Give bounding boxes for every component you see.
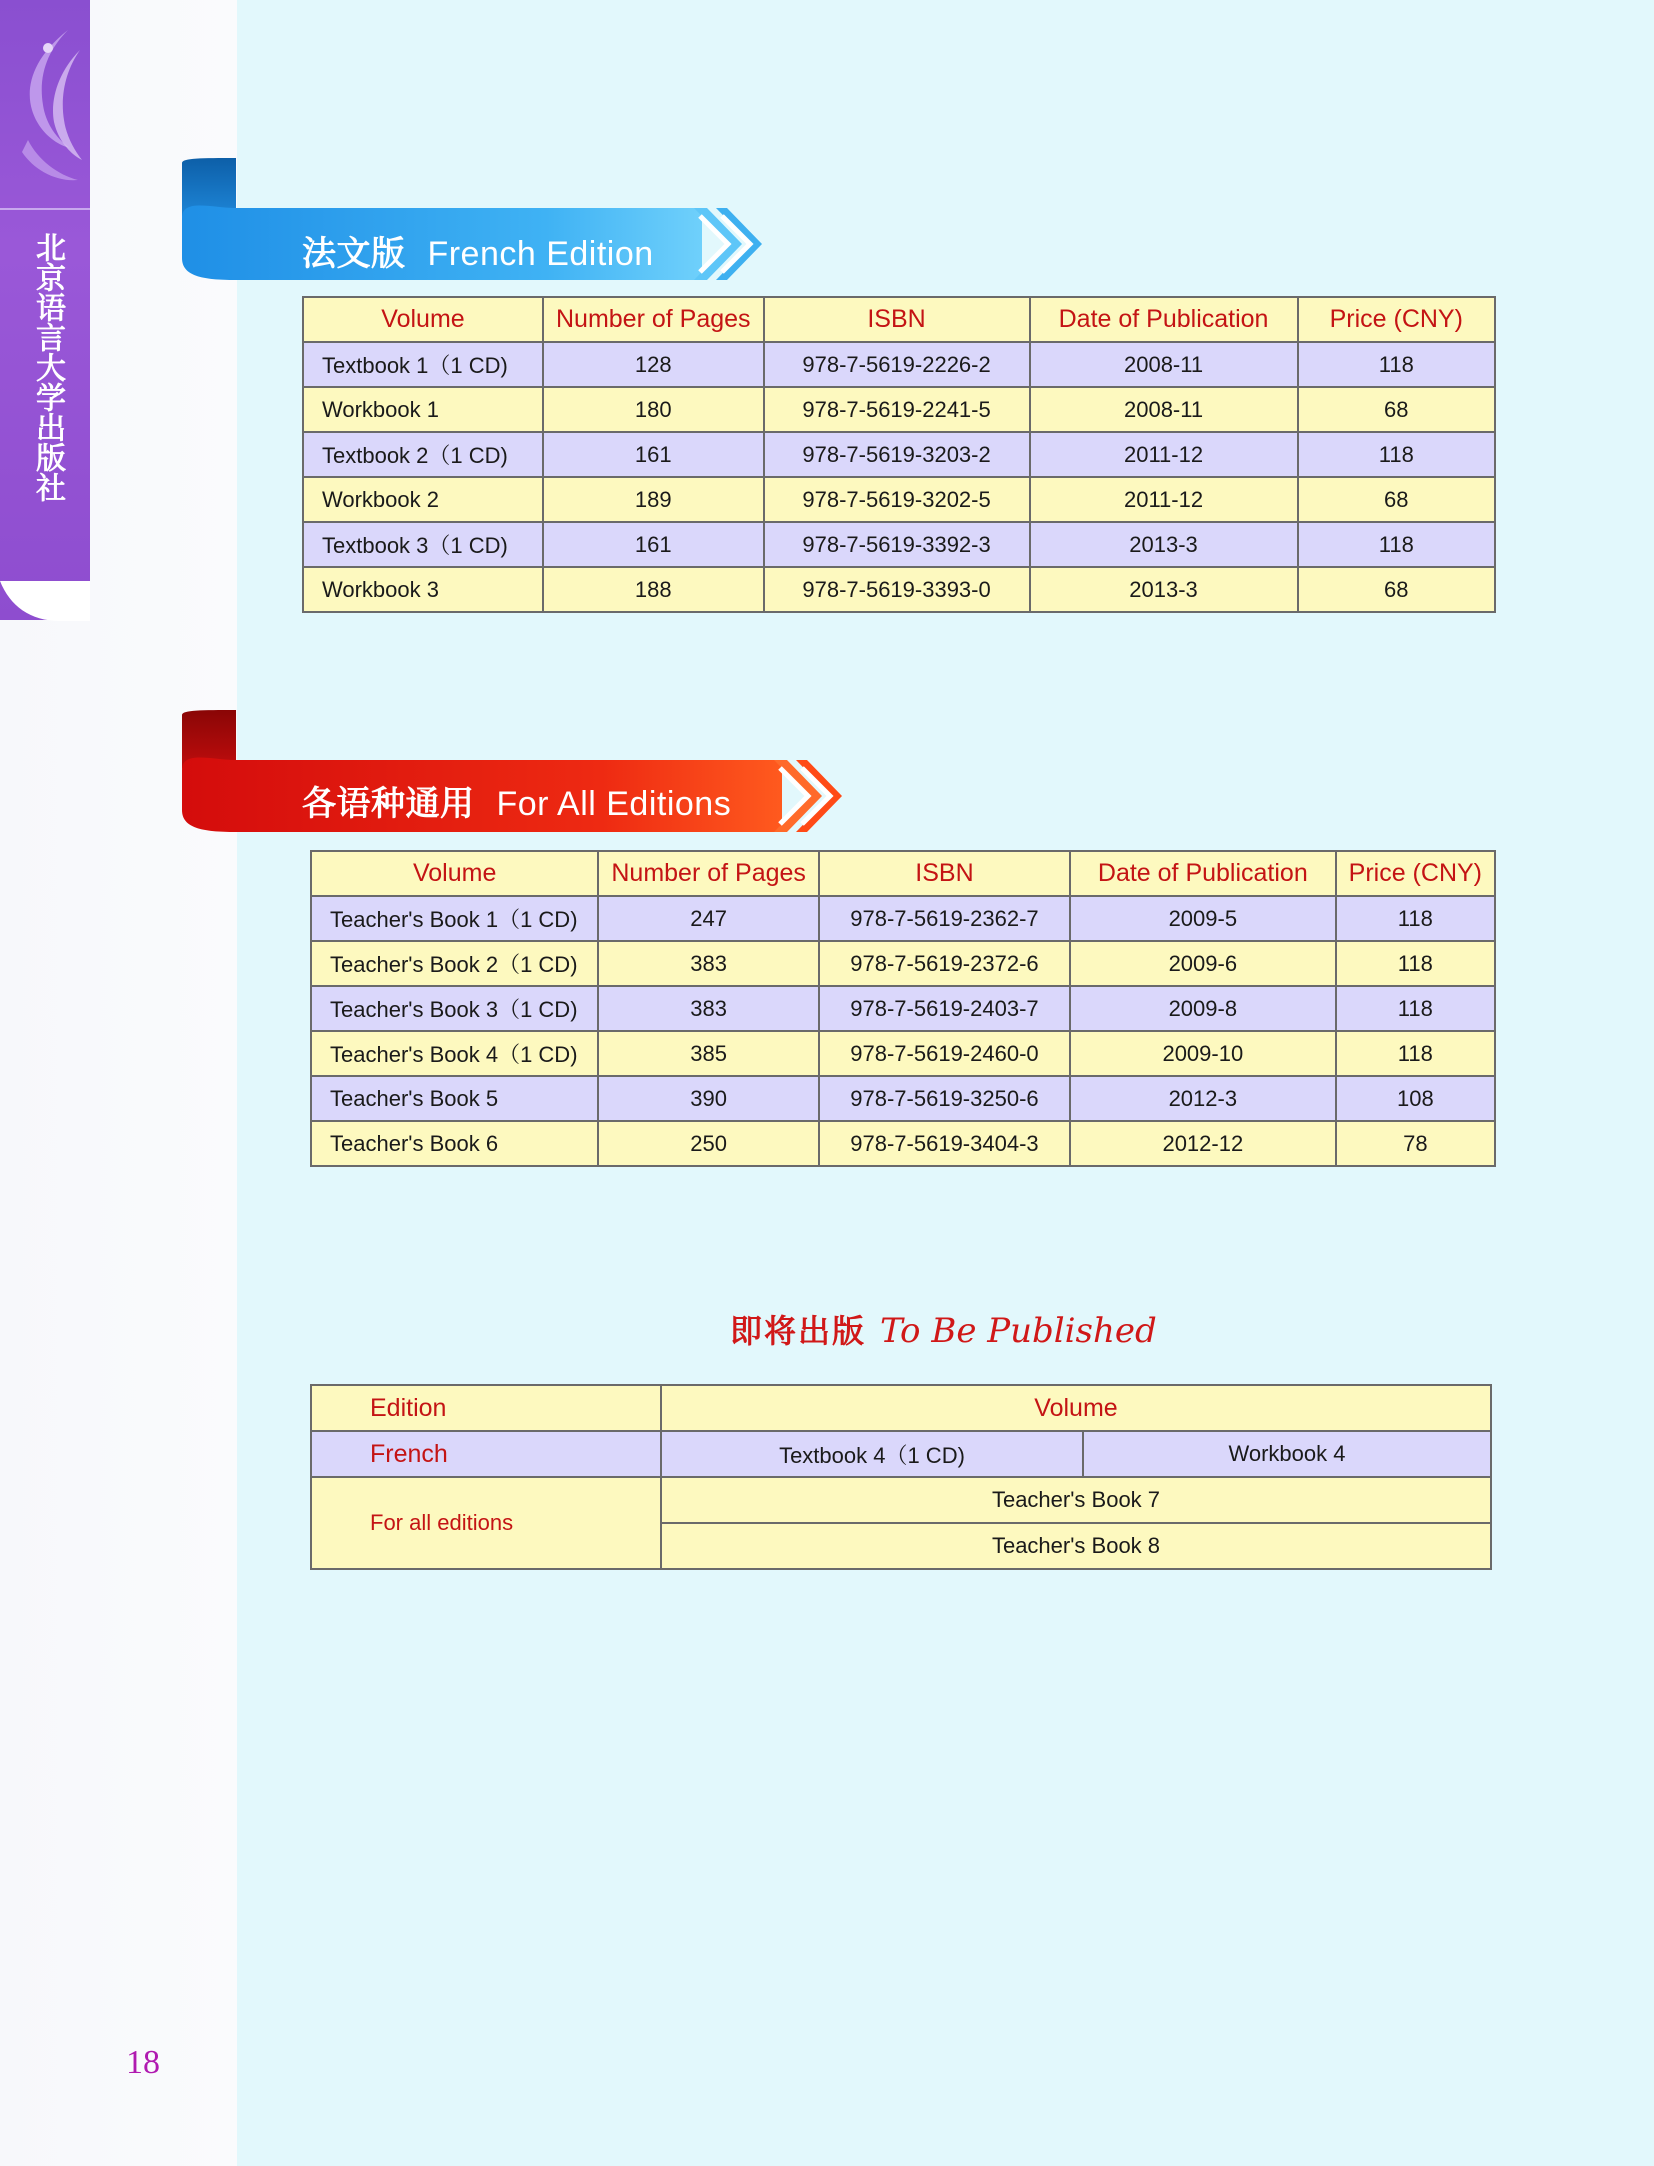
price-cell: 118: [1298, 432, 1495, 477]
french-edition-title-cn: 法文版: [302, 235, 406, 273]
french-edition-ribbon: [182, 158, 782, 278]
price-cell: 118: [1298, 342, 1495, 387]
column-header: ISBN: [764, 297, 1030, 342]
edition-cell: French: [311, 1431, 661, 1477]
volume-cell: Teacher's Book 6: [311, 1121, 598, 1166]
volume-cell: Teacher's Book 3（1 CD): [311, 986, 598, 1031]
to-be-published-table: [310, 1384, 1492, 1570]
all-editions-ribbon: [182, 710, 862, 830]
volume-cell: Workbook 2: [303, 477, 543, 522]
date-cell: 2009-10: [1070, 1031, 1336, 1076]
publisher-side-tab: [0, 0, 90, 620]
date-cell: 2009-6: [1070, 941, 1336, 986]
isbn-cell: 978-7-5619-3404-3: [819, 1121, 1070, 1166]
pages-cell: 383: [598, 941, 819, 986]
to-be-published-title-en: To Be Published: [880, 1311, 1157, 1351]
table-row: [303, 477, 1495, 522]
date-cell: 2012-3: [1070, 1076, 1336, 1121]
volume-cell: Textbook 1（1 CD): [303, 342, 543, 387]
date-cell: 2009-8: [1070, 986, 1336, 1031]
table-row: [311, 1431, 1491, 1477]
tab-divider: [0, 208, 90, 210]
volume-cell: Teacher's Book 2（1 CD): [311, 941, 598, 986]
isbn-cell: 978-7-5619-3250-6: [819, 1076, 1070, 1121]
date-cell: 2011-12: [1030, 432, 1298, 477]
pages-cell: 390: [598, 1076, 819, 1121]
to-be-published-heading: [730, 1306, 1157, 1352]
table-row: [311, 896, 1495, 941]
to-be-published-title-cn: 即将出版: [730, 1313, 867, 1349]
price-cell: 68: [1298, 477, 1495, 522]
price-cell: 78: [1336, 1121, 1495, 1166]
isbn-cell: 978-7-5619-2226-2: [764, 342, 1030, 387]
column-header: Number of Pages: [598, 851, 819, 896]
price-cell: 108: [1336, 1076, 1495, 1121]
pages-cell: 161: [543, 432, 764, 477]
pages-cell: 383: [598, 986, 819, 1031]
table-row: [303, 522, 1495, 567]
table-row: [303, 432, 1495, 477]
table-row: [311, 1031, 1495, 1076]
price-cell: 118: [1298, 522, 1495, 567]
column-header: Volume: [311, 851, 598, 896]
column-header: Volume: [303, 297, 543, 342]
isbn-cell: 978-7-5619-2460-0: [819, 1031, 1070, 1076]
isbn-cell: 978-7-5619-2372-6: [819, 941, 1070, 986]
date-cell: 2008-11: [1030, 387, 1298, 432]
isbn-cell: 978-7-5619-2362-7: [819, 896, 1070, 941]
edition-cell: For all editions: [311, 1477, 661, 1569]
pages-cell: 128: [543, 342, 764, 387]
column-header: Date of Publication: [1070, 851, 1336, 896]
page-number: 18: [126, 2044, 160, 2081]
volume-cell: Teacher's Book 5: [311, 1076, 598, 1121]
publisher-name: 北京语言大学出版社: [30, 232, 65, 502]
table-row: [311, 941, 1495, 986]
all-editions-title-en: For All Editions: [496, 785, 732, 823]
volume-header: Volume: [661, 1385, 1491, 1431]
pages-cell: 385: [598, 1031, 819, 1076]
volume-cell: Textbook 4（1 CD): [661, 1431, 1083, 1477]
table-row: [303, 387, 1495, 432]
column-header: ISBN: [819, 851, 1070, 896]
isbn-cell: 978-7-5619-3203-2: [764, 432, 1030, 477]
column-header: Price (CNY): [1298, 297, 1495, 342]
table-row: [303, 567, 1495, 612]
tab-curve: [0, 581, 90, 621]
phoenix-logo-icon: [8, 20, 86, 190]
isbn-cell: 978-7-5619-2241-5: [764, 387, 1030, 432]
table-row: [311, 986, 1495, 1031]
pages-cell: 247: [598, 896, 819, 941]
column-header: Number of Pages: [543, 297, 764, 342]
volume-cell: Workbook 3: [303, 567, 543, 612]
volume-cell: Teacher's Book 8: [661, 1523, 1491, 1569]
pages-cell: 161: [543, 522, 764, 567]
price-cell: 118: [1336, 1031, 1495, 1076]
price-cell: 68: [1298, 567, 1495, 612]
price-cell: 118: [1336, 986, 1495, 1031]
volume-cell: Textbook 2（1 CD): [303, 432, 543, 477]
date-cell: 2013-3: [1030, 567, 1298, 612]
volume-cell: Textbook 3（1 CD): [303, 522, 543, 567]
isbn-cell: 978-7-5619-3202-5: [764, 477, 1030, 522]
volume-cell: Teacher's Book 1（1 CD): [311, 896, 598, 941]
column-header: Price (CNY): [1336, 851, 1495, 896]
table-header-row: [311, 851, 1495, 896]
table-row: [311, 1477, 1491, 1523]
date-cell: 2013-3: [1030, 522, 1298, 567]
table-row: [311, 1121, 1495, 1166]
pages-cell: 180: [543, 387, 764, 432]
edition-header: Edition: [311, 1385, 661, 1431]
price-cell: 118: [1336, 941, 1495, 986]
table-header-row: [303, 297, 1495, 342]
date-cell: 2008-11: [1030, 342, 1298, 387]
pages-cell: 188: [543, 567, 764, 612]
isbn-cell: 978-7-5619-3393-0: [764, 567, 1030, 612]
price-cell: 118: [1336, 896, 1495, 941]
volume-cell: Workbook 1: [303, 387, 543, 432]
table-row: [303, 342, 1495, 387]
date-cell: 2009-5: [1070, 896, 1336, 941]
volume-cell: Workbook 4: [1083, 1431, 1491, 1477]
french-edition-table: [302, 296, 1496, 613]
isbn-cell: 978-7-5619-2403-7: [819, 986, 1070, 1031]
date-cell: 2012-12: [1070, 1121, 1336, 1166]
volume-cell: Teacher's Book 4（1 CD): [311, 1031, 598, 1076]
all-editions-title-cn: 各语种通用: [302, 785, 475, 823]
french-edition-title-en: French Edition: [427, 235, 654, 273]
date-cell: 2011-12: [1030, 477, 1298, 522]
table-row: [311, 1076, 1495, 1121]
volume-cell: Teacher's Book 7: [661, 1477, 1491, 1523]
pages-cell: 189: [543, 477, 764, 522]
all-editions-table: [310, 850, 1496, 1167]
price-cell: 68: [1298, 387, 1495, 432]
table-header-row: [311, 1385, 1491, 1431]
column-header: Date of Publication: [1030, 297, 1298, 342]
isbn-cell: 978-7-5619-3392-3: [764, 522, 1030, 567]
pages-cell: 250: [598, 1121, 819, 1166]
